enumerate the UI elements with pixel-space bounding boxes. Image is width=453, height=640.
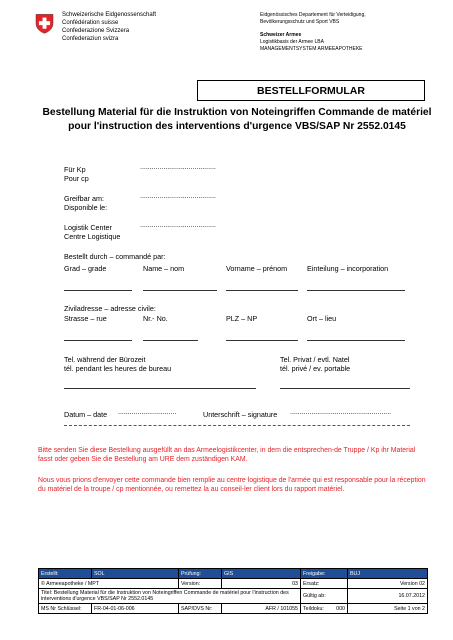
- teildoku-label: Teildoku:: [303, 605, 324, 612]
- greifbar-label: Greifbar am:: [64, 194, 104, 203]
- name-input-line[interactable]: [143, 290, 217, 291]
- ersatz-value: Version 02: [348, 579, 428, 589]
- form-title: BESTELLFORMULAR: [197, 80, 425, 101]
- logistik-label: Logistik Center: [64, 223, 112, 232]
- org-line: Logistikbasis der Armee LBA: [260, 39, 324, 45]
- ziviladresse-label: Ziviladresse – adresse civile:: [64, 304, 156, 313]
- freigabe-value: BUJ: [348, 569, 428, 579]
- sap-label: SAP/DVS Nr:: [179, 604, 222, 614]
- vorname-input-line[interactable]: [226, 290, 298, 291]
- nr-label: Nr.- No.: [143, 314, 168, 323]
- version-value: 03: [222, 579, 301, 589]
- ersatz-label: Ersatz:: [301, 579, 348, 589]
- erstellt-label: Erstellt:: [39, 569, 92, 579]
- tel-bureau-label: tél. pendant les heures de bureau: [64, 364, 172, 373]
- freigabe-label: Freigabe:: [301, 569, 348, 579]
- grad-input-line[interactable]: [64, 290, 132, 291]
- tel-privat-label: Tel. Privat / evtl. Natel: [280, 355, 350, 364]
- copyright: © Armeeapotheke / MPT: [39, 579, 179, 589]
- teildoku-value: 000: [336, 605, 345, 612]
- nr-input-line[interactable]: [143, 340, 198, 341]
- version-label: Version:: [179, 579, 222, 589]
- tel-buero-label: Tel. während der Bürozeit: [64, 355, 146, 364]
- plz-input-line[interactable]: [226, 340, 298, 341]
- page-number: Seite 1 von 2: [348, 604, 428, 614]
- footer-row-ids: [39, 604, 428, 614]
- bestellt-label: Bestellt durch – commandé par:: [64, 252, 166, 261]
- strasse-input-line[interactable]: [64, 340, 132, 341]
- unterschrift-label: Unterschrift – signature: [203, 410, 278, 419]
- strasse-label: Strasse – rue: [64, 314, 107, 323]
- swiss-cross-logo: [34, 13, 55, 34]
- page-title: Bestellung Material für die Instruktion von Noteingriffen Commande de matériel pour l'instruction des interventions d'urgence VBS/SAP Nr 2552.0145: [42, 107, 432, 132]
- disponible-label: Disponible le:: [64, 203, 108, 212]
- logistik-field[interactable]: .......................................: [140, 222, 216, 229]
- einteilung-input-line[interactable]: [307, 290, 405, 291]
- org-name: Schweizer Armee: [260, 32, 302, 38]
- fuer-kp-field[interactable]: .......................................: [140, 164, 216, 171]
- document-control-table: [38, 568, 428, 614]
- pour-cp-label: Pour cp: [64, 174, 89, 183]
- unterschrift-field[interactable]: ....................................................: [290, 409, 392, 416]
- document-title: Titel: Bestellung Material für die Instruktion von Noteingriffen Commande de matériel pour l'instruction des interventions d'urgence VBS/SAP Nr 2552.0145: [39, 589, 301, 604]
- org-line: MANAGEMENTSYSTEM ARMEEAPOTHEKE: [260, 46, 363, 52]
- pruefung-value: GIS: [222, 569, 301, 579]
- footer-row-approval: [39, 569, 428, 579]
- logo-line: Confédération suisse: [62, 20, 119, 26]
- teildoku-cell: [301, 604, 348, 614]
- tel-buero-input-line[interactable]: [64, 388, 256, 389]
- notice-french: Nous vous prions d'envoyer cette commande bien remplie au centre logistique de l'armée qui est responsable pour la réception du matériel de la troupe / cp mentionnée, ou remettez la au conseil-ler client lors du rapport matériel.: [38, 477, 426, 493]
- footer-row-version: [39, 579, 428, 589]
- sap-value: AFR / 101055: [222, 604, 301, 614]
- gueltig-label: Gültig ab:: [301, 589, 348, 604]
- dept-line: Bevölkerungsschutz und Sport VBS: [260, 19, 340, 25]
- confederation-names: [62, 11, 156, 43]
- einteilung-label: Einteilung – incorporation: [307, 264, 389, 273]
- logo-line: Confederaziun svizra: [62, 36, 119, 42]
- datum-label: Datum – date: [64, 410, 108, 419]
- plz-label: PLZ – NP: [226, 314, 258, 323]
- ms-value: FR-04-01-06-006: [92, 604, 179, 614]
- tel-privat-input-line[interactable]: [280, 388, 410, 389]
- dept-line: Eidgenössisches Departement für Verteidigung,: [260, 12, 366, 18]
- pruefung-label: Prüfung:: [179, 569, 222, 579]
- erstellt-value: SOL: [92, 569, 179, 579]
- footer-row-title: [39, 589, 428, 604]
- grad-label: Grad – grade: [64, 264, 107, 273]
- centre-logistique-label: Centre Logistique: [64, 232, 121, 241]
- fuer-kp-label: Für Kp: [64, 165, 86, 174]
- ort-input-line[interactable]: [307, 340, 405, 341]
- logo-line: Confederazione Svizzera: [62, 28, 130, 34]
- vorname-label: Vorname – prénom: [226, 264, 288, 273]
- greifbar-field[interactable]: .......................................: [140, 193, 216, 200]
- notice-german: Bitte senden Sie diese Bestellung ausgefüllt an das Armeelogistikcenter, in dem die entsprechen-de Truppe / Kp ihr Material fasst oder geben Sie die Bestellung am URE dem zuständigen KAM.: [38, 447, 416, 463]
- ms-label: MS Nr Schlüssel:: [39, 604, 92, 614]
- tel-prive-label: tél. privé / ev. portable: [280, 364, 351, 373]
- ort-label: Ort – lieu: [307, 314, 337, 323]
- separator: [64, 425, 410, 426]
- name-label: Name – nom: [143, 264, 185, 273]
- datum-field[interactable]: ..............................: [118, 409, 177, 416]
- logo-line: Schweizerische Eidgenossenschaft: [62, 12, 157, 18]
- department-block: [260, 12, 440, 53]
- gueltig-value: 16.07.2012: [348, 589, 428, 604]
